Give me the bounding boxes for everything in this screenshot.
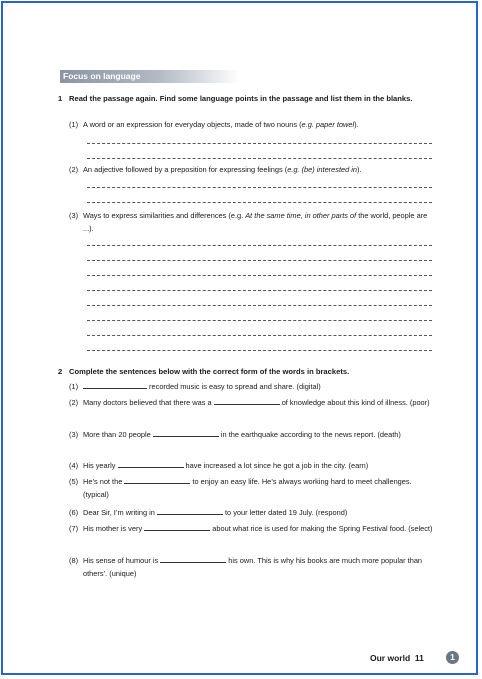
q2-item-7: (7) His mother is very about what rice is used for making the Spring Festival food. (select) <box>69 524 433 533</box>
q1-item-1 <box>69 118 439 131</box>
question-2-text: Complete the sentences below with the correct form of the words in brackets. <box>69 367 350 376</box>
q2-item-3-blank[interactable] <box>153 429 219 437</box>
q2-item-1-blank[interactable] <box>83 381 147 389</box>
q2-item-2-blank[interactable] <box>214 397 280 405</box>
question-1-number: 1 <box>58 94 63 103</box>
question-2-number: 2 <box>58 367 63 376</box>
q1-item-1-number: (1) <box>69 120 79 129</box>
q2-item-2: (2) Many doctors believed that there was a of knowledge about this kind of illness. (poor) <box>69 398 430 407</box>
q2-item-4: (4) His yearly have increased a lot since he got a job in the city. (earn) <box>69 461 369 470</box>
section-title: Focus on language <box>63 71 141 81</box>
q1-item-2-text: An adjective followed by a preposition for expressing feelings (e.g. (be) interested in). <box>83 165 362 174</box>
q2-item-3: (3) More than 20 people in the earthquake according to the news report. (death) <box>69 430 401 439</box>
q2-item-8-blank[interactable] <box>160 555 226 563</box>
q2-item-4-blank[interactable] <box>118 460 184 468</box>
question-1-text: Read the passage again. Find some language points in the passage and list them in the blanks. <box>69 94 413 103</box>
q1-item-2-number: (2) <box>69 165 79 174</box>
footer-label: Our world <box>370 653 411 663</box>
q1-item-3-text: Ways to express similarities and differences (e.g. At the same time, in other parts of the world, people are ...). <box>83 211 428 233</box>
q1-item-1-text: A word or an expression for everyday objects, made of two nouns (e.g. paper towel). <box>83 120 359 129</box>
q2-item-7-blank[interactable] <box>144 523 210 531</box>
q2-item-1: (1) recorded music is easy to spread and share. (digital) <box>69 382 321 391</box>
page-number: 11 <box>414 653 424 663</box>
question-2 <box>58 366 438 378</box>
q2-item-5: (5) He’s not the to enjoy an easy life. He’s always working hard to meet challenges. (typical) <box>69 477 412 499</box>
q2-item-8: (8) His sense of humour is his own. This is why his books are much more popular than others’. (unique) <box>69 556 423 578</box>
q1-item-3-number: (3) <box>69 211 79 220</box>
q1-item-2 <box>69 163 439 176</box>
unit-badge: 1 <box>446 651 459 664</box>
q2-item-6: (6) Dear Sir, I’m writing in to your letter dated 19 July. (respond) <box>69 508 348 517</box>
question-1 <box>58 93 438 105</box>
page-footer <box>370 653 424 663</box>
q2-item-5-blank[interactable] <box>124 476 190 484</box>
q2-item-6-blank[interactable] <box>157 507 223 515</box>
q1-item-3 <box>69 209 439 235</box>
